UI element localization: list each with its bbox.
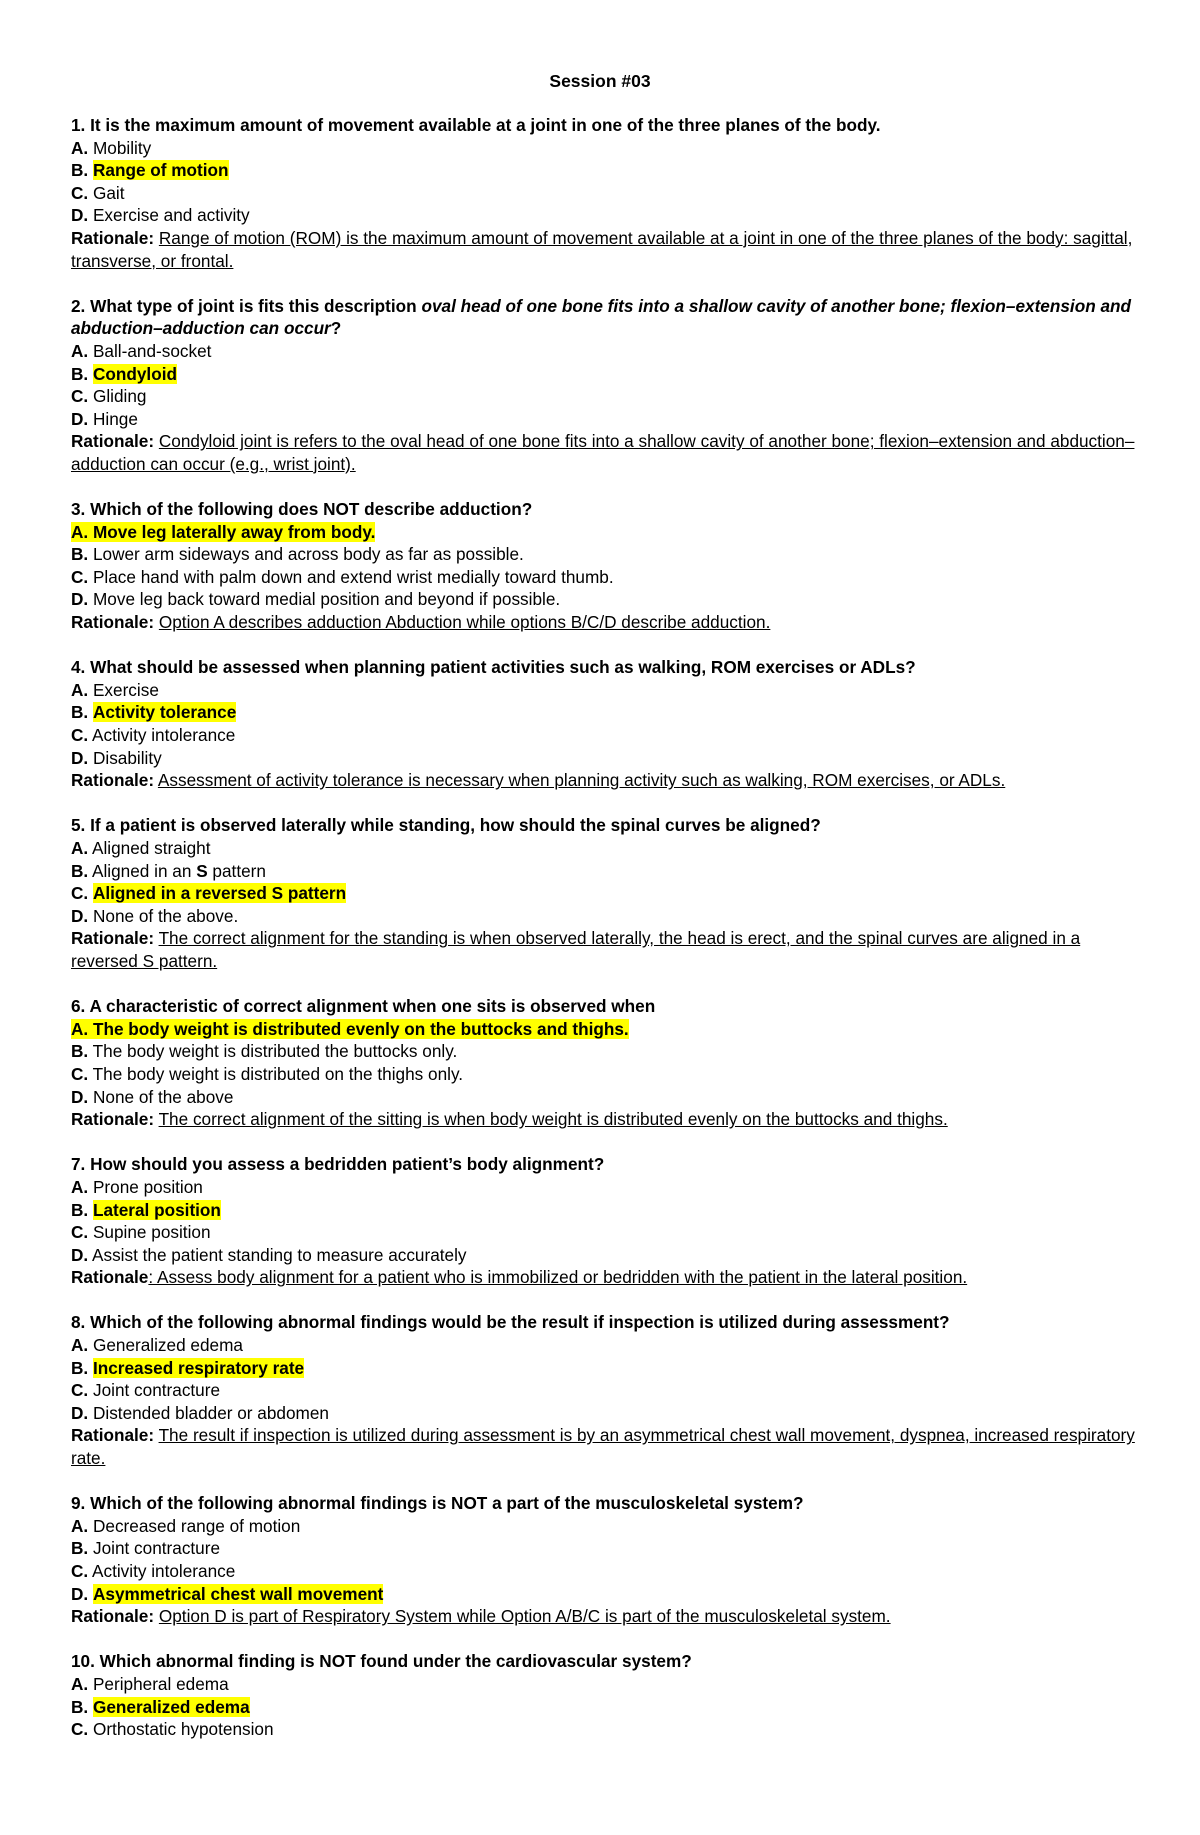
option-a: A. Decreased range of motion bbox=[71, 1515, 301, 1536]
option-b: B. Condyloid bbox=[71, 363, 177, 384]
rationale: Rationale: Assess body alignment for a patient who is immobilized or bedridden with the patient in the lateral position. bbox=[71, 1267, 968, 1288]
correct-answer: Generalized edema bbox=[92, 1696, 250, 1717]
option-d: D. None of the above. bbox=[71, 905, 239, 926]
option-b: B. Aligned in an S pattern bbox=[71, 860, 266, 881]
question-3 bbox=[71, 498, 1141, 634]
option-d: D. Asymmetrical chest wall movement bbox=[71, 1583, 384, 1604]
option-d: D. Distended bladder or abdomen bbox=[71, 1402, 329, 1423]
question-10 bbox=[71, 1650, 1141, 1740]
option-b: B. Generalized edema bbox=[71, 1696, 250, 1717]
question-list bbox=[71, 114, 1141, 1763]
question-8 bbox=[71, 1311, 1141, 1469]
option-d: D. Move leg back toward medial position and beyond if possible. bbox=[71, 589, 561, 610]
correct-answer: A. The body weight is distributed evenly on the buttocks and thighs. bbox=[71, 1018, 629, 1039]
question-2 bbox=[71, 295, 1141, 476]
rationale: Rationale: Condyloid joint is refers to the oval head of one bone fits into a shallow cavity of another bone; flexion–extension and abduction–adduction can occur (e.g., wrist joint). bbox=[71, 431, 1135, 474]
option-a: A. Exercise bbox=[71, 679, 159, 700]
option-a: A. Generalized edema bbox=[71, 1335, 243, 1356]
rationale: Rationale: The correct alignment of the sitting is when body weight is distributed evenly on the buttocks and thighs. bbox=[71, 1109, 948, 1130]
question-7 bbox=[71, 1153, 1141, 1289]
option-d: D. Disability bbox=[71, 747, 162, 768]
rationale: Rationale: Range of motion (ROM) is the maximum amount of movement available at a joint in one of the three planes of the body: sagittal, transverse, or frontal. bbox=[71, 227, 1133, 271]
option-a: A. Mobility bbox=[71, 137, 152, 158]
rationale: Rationale: Option A describes adduction Abduction while options B/C/D describe adduction. bbox=[71, 612, 771, 633]
correct-answer: Activity tolerance bbox=[92, 702, 237, 723]
option-b: B. The body weight is distributed the buttocks only. bbox=[71, 1041, 458, 1062]
question-text: 7. How should you assess a bedridden patient’s body alignment? bbox=[71, 1154, 605, 1175]
question-text: 9. Which of the following abnormal findings is NOT a part of the musculoskeletal system? bbox=[71, 1493, 804, 1514]
option-c: C. Activity intolerance bbox=[71, 725, 236, 746]
option-d: D. Hinge bbox=[71, 408, 138, 429]
correct-answer: Range of motion bbox=[92, 160, 229, 181]
rationale: Rationale: The result if inspection is utilized during assessment is by an asymmetrical chest wall movement, dyspnea, increased respiratory rate. bbox=[71, 1425, 1135, 1469]
correct-answer: Increased respiratory rate bbox=[92, 1357, 305, 1378]
correct-answer: Asymmetrical chest wall movement bbox=[92, 1583, 384, 1604]
question-5 bbox=[71, 814, 1141, 972]
correct-answer: Aligned in a reversed S pattern bbox=[92, 883, 347, 904]
option-c: C. Aligned in a reversed S pattern bbox=[71, 883, 347, 904]
option-c: C. The body weight is distributed on the thighs only. bbox=[71, 1063, 464, 1084]
option-b: B. Lower arm sideways and across body as far as possible. bbox=[71, 544, 524, 565]
option-a: A. Ball-and-socket bbox=[71, 340, 212, 361]
question-text: 3. Which of the following does NOT describe adduction? bbox=[71, 499, 533, 520]
option-c: C. Orthostatic hypotension bbox=[71, 1719, 274, 1740]
question-text: 4. What should be assessed when planning patient activities such as walking, ROM exercises or ADLs? bbox=[71, 657, 916, 678]
option-b: B. Joint contracture bbox=[71, 1538, 221, 1559]
option-c: C. Supine position bbox=[71, 1222, 211, 1243]
correct-answer: Lateral position bbox=[92, 1199, 221, 1220]
question-1 bbox=[71, 114, 1141, 272]
question-text: 2. What type of joint is fits this description oval head of one bone fits into a shallow cavity of another bone; flexion–extension and abduction–adduction can occur? bbox=[71, 295, 1132, 339]
question-text: 10. Which abnormal finding is NOT found under the cardiovascular system? bbox=[71, 1651, 692, 1672]
option-d: D. None of the above bbox=[71, 1086, 234, 1107]
option-c: C. Place hand with palm down and extend wrist medially toward thumb. bbox=[71, 566, 614, 587]
option-a bbox=[71, 521, 1141, 544]
rationale: Rationale: Option D is part of Respiratory System while Option A/B/C is part of the musculoskeletal system. bbox=[71, 1606, 891, 1627]
correct-answer: Condyloid bbox=[92, 363, 177, 384]
option-a bbox=[71, 1018, 1141, 1041]
option-b: B. Increased respiratory rate bbox=[71, 1357, 305, 1378]
question-text: 8. Which of the following abnormal findings would be the result if inspection is utilized during assessment? bbox=[71, 1312, 950, 1333]
question-6 bbox=[71, 995, 1141, 1131]
question-text: 1. It is the maximum amount of movement available at a joint in one of the three planes of the body. bbox=[71, 115, 881, 135]
option-a: A. Peripheral edema bbox=[71, 1673, 229, 1694]
question-text: 5. If a patient is observed laterally while standing, how should the spinal curves be aligned? bbox=[71, 815, 821, 836]
question-4 bbox=[71, 656, 1141, 792]
option-b: B. Activity tolerance bbox=[71, 702, 237, 723]
rationale: Rationale: The correct alignment for the standing is when observed laterally, the head is erect, and the spinal curves are aligned in a reversed S pattern. bbox=[71, 928, 1081, 971]
option-c: C. Gait bbox=[71, 182, 125, 203]
option-d: D. Assist the patient standing to measure accurately bbox=[71, 1244, 467, 1265]
question-9 bbox=[71, 1492, 1141, 1628]
option-b: B. Lateral position bbox=[71, 1199, 221, 1220]
option-a: A. Aligned straight bbox=[71, 838, 211, 858]
option-b: B. Range of motion bbox=[71, 160, 229, 181]
correct-answer: A. Move leg laterally away from body. bbox=[71, 521, 376, 542]
option-c: C. Activity intolerance bbox=[71, 1561, 236, 1581]
question-text: 6. A characteristic of correct alignment when one sits is observed when bbox=[71, 996, 656, 1017]
option-d: D. Exercise and activity bbox=[71, 205, 250, 226]
option-c: C. Gliding bbox=[71, 386, 147, 407]
rationale: Rationale: Assessment of activity tolerance is necessary when planning activity such as walking, ROM exercises, or ADLs. bbox=[71, 770, 1006, 791]
page-title: Session #03 bbox=[549, 71, 651, 91]
option-a: A. Prone position bbox=[71, 1176, 203, 1197]
option-c: C. Joint contracture bbox=[71, 1380, 221, 1401]
